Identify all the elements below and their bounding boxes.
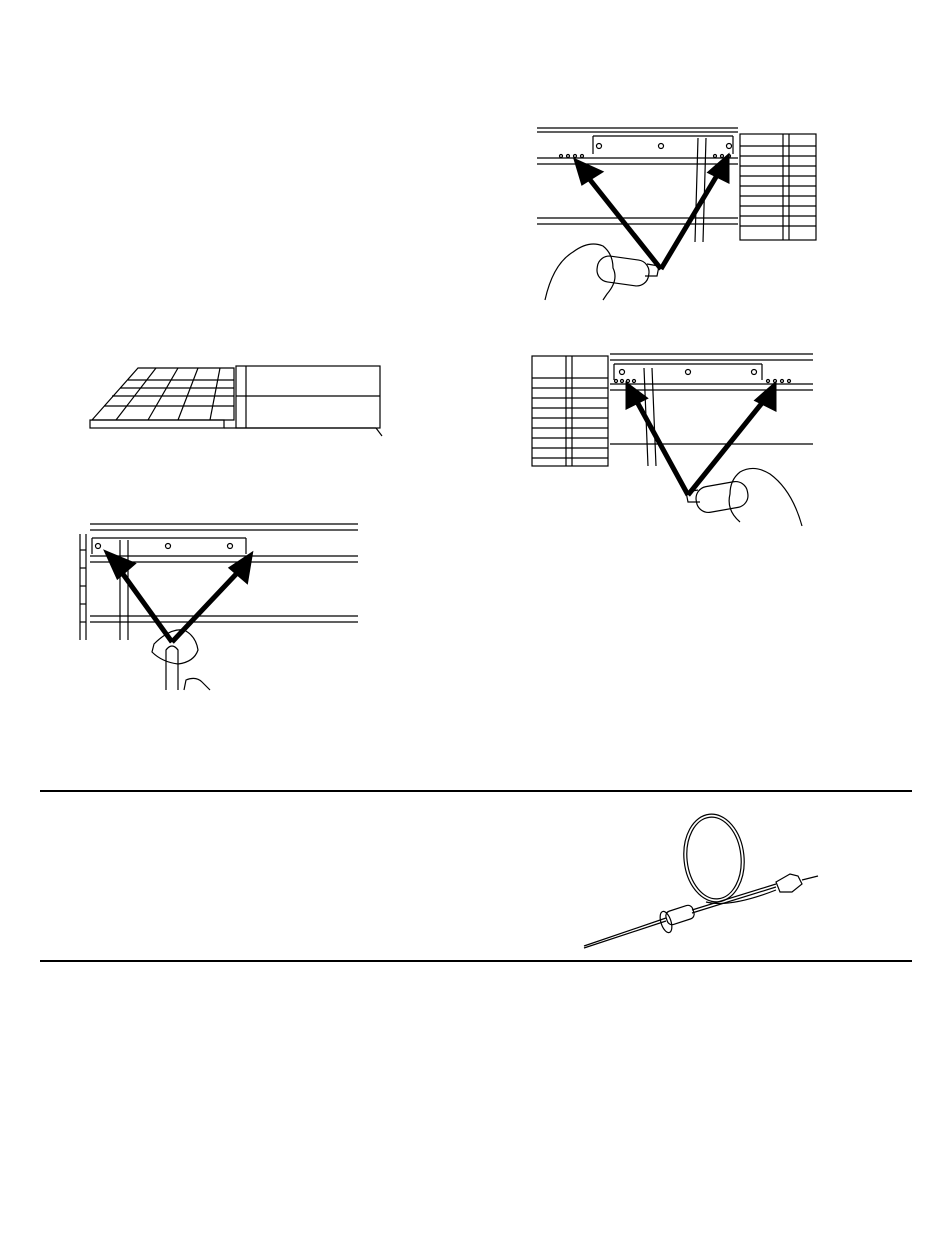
oven-rack-icon	[86, 362, 386, 440]
hand-lubricant-bottle-icon	[530, 350, 815, 530]
hand-wipe-cloth-icon	[78, 520, 360, 692]
hand-lubricant-bottle-icon	[533, 124, 819, 302]
divider-bottom	[40, 960, 912, 962]
rack-extended-figure	[86, 362, 386, 440]
temperature-probe-icon	[580, 812, 822, 952]
lube-rail-figure-bottom	[530, 350, 815, 530]
rail-wipe-figure	[78, 520, 360, 692]
divider-top	[40, 790, 912, 792]
temperature-probe-figure	[580, 812, 822, 952]
lube-rail-figure-top	[533, 124, 819, 302]
